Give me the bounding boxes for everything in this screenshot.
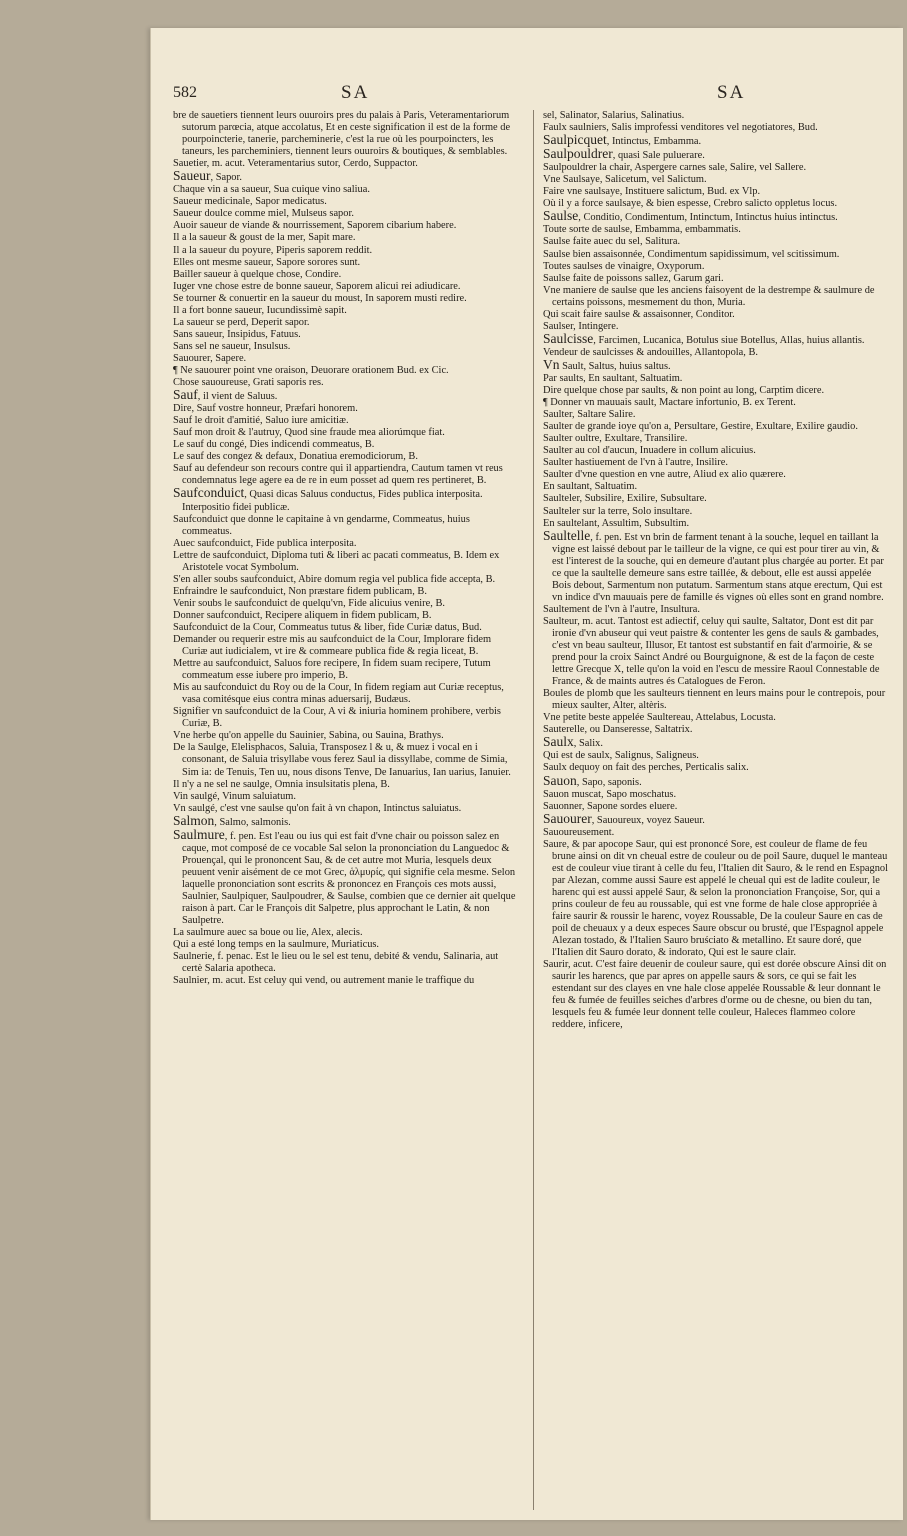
dictionary-entry: Saulnerie, f. penac. Est le lieu ou le sel est tenu, debité & vendu, Salinaria, aut certè Salaria apotheca.	[173, 951, 499, 975]
dictionary-entry: ¶ Ne sauourer point vne oraison, Deuorare orationem Bud. ex Cic.	[173, 364, 449, 376]
dictionary-entry: Il a la saueur du poyure, Piperis saporem reddit.	[173, 244, 373, 256]
dictionary-entry: Le sauf du congé, Dies indicendi commeatus, B.	[173, 439, 375, 451]
dictionary-entry: Mis au saufconduict du Roy ou de la Cour, In fidem regiam aut Curiæ receptus, vasa comitésque eius contra minas aduersarij, Budæus.	[173, 682, 504, 706]
dictionary-entry: Il a fort bonne saueur, Iucundissimè sapit.	[173, 304, 347, 316]
headword: Salmon	[173, 812, 215, 828]
dictionary-entry: ¶ Donner vn mauuais sault, Mactare infortunio, B. ex Terent.	[543, 397, 796, 409]
dictionary-entry: Saulser, Intingere.	[543, 320, 619, 332]
dictionary-entry: Le sauf des congez & defaux, Donatiua eremodiciorum, B.	[173, 451, 418, 463]
dictionary-entry: Saure, & par apocope Saur, qui est prononcé Sore, est couleur de flame de feu brune ainsi on dit vn cheual estre de couleur ou de poil Saure, duquel le manteau est de couleur viue tirant à celle du feu, l'Italien dit Sauro, & le rend en Espagnol par Alezan, comme aussi Saure est appelé le cheual qui est de ladite couleur, le harenc qui est aussi appelé Saur, & selon la prononciation Françoise, Sor, qui a prins couleur de feu au roussable, qui est vne forme de hale close appropriée à faire saurir & roussir le harenc, voyez Roussable, De la couleur Saure en cas de poil de cheuaux y a deux especes Saure obscur ou brusté, que l'Espagnol appele Alezan tostado, & l'Italien Sauro bruściato & metallino. Et saure doré, que l'Italien dit Sauro dorato, & indorato, Qui est le saure clair.	[543, 838, 888, 959]
dictionary-entry: Vne herbe qu'on appelle du Sauinier, Sabina, ou Sauina, Brathys.	[173, 730, 444, 742]
dictionary-entry: Chaque vin a sa saueur, Sua cuique vino saliua.	[173, 184, 370, 196]
dictionary-entry: Saulter, Saltare Salire.	[543, 409, 636, 421]
dictionary-entry: Saulcisse, Farcimen, Lucanica, Botulus siue Botellus, Allas, huius allantis.	[543, 330, 865, 346]
dictionary-entry: Sauf au defendeur son recours contre qui il appartiendra, Cautum tamen vt reus condemnatus lege agere ea de re in eum posset ad quem res pertineret, B.	[173, 463, 503, 487]
dictionary-entry: Saulse faite auec du sel, Salitura.	[543, 236, 681, 248]
dictionary-entry: Saulse bien assaisonnée, Condimentum sapidissimum, vel scitissimum.	[543, 248, 840, 260]
dictionary-entry: Faulx saulniers, Salis improfessi venditores vel negotiatores, Bud.	[543, 122, 818, 134]
dictionary-entry: bre de sauetiers tiennent leurs ouuroirs pres du palais à Paris, Veteramentariorum sutorum parœcia, atque accolatus, Et en ceste signification il est de la forme de pourpoincterie, tanerie, parcheminerie, c'est la rue où les pourpoincters, les taneurs, les parcheminiers, tiennent leurs ouuroirs & boutiques, & semblables.	[173, 110, 511, 158]
dictionary-entry: Où il y a force saulsaye, & bien espesse, Crebro salicto oppletus locus.	[543, 198, 838, 210]
dictionary-entry: sel, Salinator, Salarius, Salinatius.	[543, 110, 685, 121]
dictionary-entry: Sauetier, m. acut. Veteramentarius sutor, Cerdo, Suppactor.	[173, 158, 418, 170]
right-column	[543, 110, 889, 1510]
headword: Saulpouldrer	[543, 146, 613, 162]
dictionary-entry: S'en aller soubs saufconduict, Abire domum regia vel publica fide accepta, B.	[173, 573, 496, 585]
headword: Sauon	[543, 772, 577, 788]
dictionary-entry: Il a la saueur & goust de la mer, Sapit mare.	[173, 232, 356, 244]
dictionary-entry: Bailler saueur à quelque chose, Condire.	[173, 268, 342, 280]
dictionary-entry: Sauf, il vient de Saluus.	[173, 387, 278, 403]
dictionary-entry: Saueur, Sapor.	[173, 168, 242, 184]
dictionary-entry: Sans sel ne saueur, Insulsus.	[173, 340, 291, 352]
headword: Saultelle	[543, 527, 591, 543]
dictionary-entry: Il n'y a ne sel ne saulge, Omnia insulsitatis plena, B.	[173, 778, 390, 790]
page-number: 582	[173, 84, 197, 101]
dictionary-entry: Se tourner & conuertir en la saueur du moust, In saporem musti redire.	[173, 292, 467, 304]
dictionary-entry: Toutes saulses de vinaigre, Oxyporum.	[543, 260, 705, 272]
headword: Saulpicquet	[543, 132, 607, 148]
headword: Saulmure	[173, 826, 225, 842]
page-header	[151, 84, 903, 106]
dictionary-entry: Lettre de saufconduict, Diploma tuti & liberi ac pacati commeatus, B. Idem ex Aristotele vocat Symbolum.	[173, 549, 500, 573]
dictionary-entry: Sauon, Sapo, saponis.	[543, 772, 642, 788]
column-divider	[533, 110, 534, 1510]
dictionary-entry: Elles ont mesme saueur, Sapore sorores sunt.	[173, 256, 361, 268]
dictionary-entry: Saulse faite de poissons sallez, Garum gari.	[543, 272, 724, 284]
dictionary-entry: La saueur se perd, Deperit sapor.	[173, 316, 310, 328]
dictionary-entry: Demander ou requerir estre mis au saufconduict de la Cour, Implorare fidem Curiæ aut iudicialem, vt ire & commeare publica fide & regia liceat, B.	[173, 634, 492, 658]
dictionary-entry: Saueur medicinale, Sapor medicatus.	[173, 196, 327, 208]
dictionary-entry: Saueur doulce comme miel, Mulseus sapor.	[173, 208, 354, 220]
dictionary-entry: Sauourer, Sauoureux, voyez Saueur.	[543, 810, 705, 826]
dictionary-entry: Vne maniere de saulse que les anciens faisoyent de la destrempe & saulmure de certains poissons, mesmement du thon, Muria.	[543, 284, 875, 308]
dictionary-entry: Sauf le droit d'amitié, Saluo iure amicitiæ.	[173, 415, 349, 427]
dictionary-entry: Saurir, acut. C'est faire deuenir de couleur saure, qui est dorée obscure Ainsi dit on saurir les harencs, que par apres on appelle saurs & sors, ce qui se fait les estendant sur des clayes en vne hale close appelée Roussable & leur donnant le feu & fumée de feuilles seiches d'arbres d'orme ou de chesne, ou bien du tan, lesquels feu & fumée leur donnent telle couleur, Haleces flammeo colore reddere, inficere,	[543, 959, 887, 1031]
headword: Vn	[543, 356, 560, 372]
dictionary-entry: Saulpicquet, Intinctus, Embamma.	[543, 132, 702, 148]
dictionary-entry: Saufconduict de la Cour, Commeatus tutus & liber, fide Curiæ datus, Bud.	[173, 621, 482, 633]
dictionary-entry: Toute sorte de saulse, Embamma, embammatis.	[543, 224, 741, 236]
dictionary-entry: Boules de plomb que les saulteurs tiennent en leurs mains pour le contrepois, pour mieux saulter, Alter, altèris.	[543, 688, 886, 712]
headword: Sauourer	[543, 810, 592, 826]
dictionary-entry: Vendeur de saulcisses & andouilles, Allantopola, B.	[543, 346, 758, 358]
book-page	[150, 28, 903, 1520]
left-column	[173, 110, 519, 1510]
dictionary-entry: Faire vne saulsaye, Instituere salictum, Bud. ex Vlp.	[543, 186, 761, 198]
dictionary-entry: Par saults, En saultant, Saltuatim.	[543, 372, 683, 384]
dictionary-entry: De la Saulge, Elelisphacos, Saluia, Transposez l & u, & muez i vocal en i consonant, de Saluia trisyllabe vous ferez Saul ia dissyllabe, comme de Simia, Sim ia: de Tenuis, Ten uu, nous disons Tenve, De Ianuarius, Ian uarius, Ianuier.	[173, 742, 511, 778]
dictionary-entry: Dire, Sauf vostre honneur, Præfari honorem.	[173, 403, 358, 415]
dictionary-entry: Venir soubs le saufconduict de quelqu'vn, Fide alicuius venire, B.	[173, 597, 445, 609]
dictionary-entry: Sauf mon droit & l'autruy, Quod sine fraude mea aliorúmque fiat.	[173, 427, 445, 439]
dictionary-entry: Dire quelque chose par saults, & non point au long, Carptim dicere.	[543, 385, 825, 397]
dictionary-entry: Qui est de saulx, Salignus, Saligneus.	[543, 750, 699, 762]
dictionary-entry: La saulmure auec sa boue ou lie, Alex, alecis.	[173, 927, 363, 939]
dictionary-entry: Saultelle, f. pen. Est vn brin de farment tenant à la souche, lequel en taillant la vigne est laissé debout par le tailleur de la vigne, ce qui est pour tirer au vin, & est l'interest de la souche, qui en demeure d'autant plus chargée au porter. Et par ce que la saultelle demeure sans estre taillée, & debout, elle est aussi appelée Bois debout, Sarmentum non putatum. Sarmentum stans atque erectum, Qui est vn indice d'vn mauuais pere de famille és vignes où elles sont en grand nombre.	[543, 527, 884, 603]
dictionary-entry: Saulx, Salix.	[543, 734, 603, 750]
dictionary-entry: Saulse, Conditio, Condimentum, Intinctum, Intinctus huius intinctus.	[543, 208, 838, 224]
dictionary-entry: Saufconduict, Quasi dicas Saluus conductus, Fides publica interposita. Interpositio fidei publicæ.	[173, 485, 483, 513]
headword: Saulcisse	[543, 330, 594, 346]
dictionary-entry: Saufconduict que donne le capitaine à vn gendarme, Commeatus, huius commeatus.	[173, 513, 470, 537]
dictionary-entry: Saulx dequoy on fait des perches, Perticalis salix.	[543, 762, 749, 774]
dictionary-entry: Saulter au col d'aucun, Inuadere in collum alicuius.	[543, 445, 756, 457]
headword: Saufconduict	[173, 485, 245, 501]
dictionary-entry: Sauon muscat, Sapo moschatus.	[543, 788, 677, 800]
dictionary-entry: Saulteler, Subsilire, Exilire, Subsultare.	[543, 493, 707, 505]
dictionary-entry: Vn saulgé, c'est vne saulse qu'on fait à vn chapon, Intinctus saluiatus.	[173, 802, 462, 814]
dictionary-entry: Sauonner, Sapone sordes eluere.	[543, 800, 678, 812]
headword: Sauf	[173, 387, 198, 403]
dictionary-entry: Saulteler sur la terre, Solo insultare.	[543, 505, 693, 517]
dictionary-entry: Sauoureusement.	[543, 826, 615, 838]
dictionary-entry: Saulter oultre, Exultare, Transilire.	[543, 433, 688, 445]
dictionary-entry: Saulpouldrer, quasi Sale puluerare.	[543, 146, 705, 162]
dictionary-entry: Vn Sault, Saltus, huius saltus.	[543, 356, 671, 372]
dictionary-entry: Sauourer, Sapere.	[173, 352, 247, 364]
dictionary-entry: Sans saueur, Insipidus, Fatuus.	[173, 328, 301, 340]
headword: Saulx	[543, 734, 574, 750]
dictionary-entry: Saulter hastiuement de l'vn à l'autre, Insilire.	[543, 457, 728, 469]
dictionary-entry: Auoir saueur de viande & nourrissement, Saporem cibarium habere.	[173, 220, 457, 232]
dictionary-entry: En saultelant, Assultim, Subsultim.	[543, 517, 690, 529]
dictionary-entry: Chose sauoureuse, Grati saporis res.	[173, 377, 324, 389]
dictionary-entry: Sauterelle, ou Danseresse, Saltatrix.	[543, 724, 693, 736]
headword: Saueur	[173, 168, 211, 184]
dictionary-entry: Vne petite beste appelée Saulterеau, Attelabus, Locusta.	[543, 712, 776, 724]
dictionary-entry: Saultement de l'vn à l'autre, Insultura.	[543, 603, 700, 615]
dictionary-entry: Salmon, Salmo, salmonis.	[173, 812, 291, 828]
left-running-head: SA	[341, 82, 370, 103]
dictionary-entry: Donner saufconduict, Recipere aliquem in fidem publicam, B.	[173, 609, 432, 621]
dictionary-entry: Iuger vne chose estre de bonne saueur, Saporem alicui rei adiudicare.	[173, 280, 461, 292]
dictionary-entry: Saulteur, m. acut. Tantost est adiectif, celuy qui saulte, Saltator, Dont est dit par ironie d'vn abuseur qui veut paistre & contenter les gens de sauls & gambades, c'est vn beau saulteur, Illusor, Et tantost est substantif en fait d'armoirie, & se prend pour la croix Sainct André ou Bourguignone, & est de la façon de ceste lettre Grecque X, telle qu'on la void en l'escu de messire Raoul Connestable de France, & de maints autres és Catalogues de Feron.	[543, 615, 880, 688]
dictionary-entry: Mettre au saufconduict, Saluos fore recipere, In fidem suam recipere, Tutum commeatum esse iubere pro imperio, B.	[173, 658, 491, 682]
dictionary-entry: Saulnier, m. acut. Est celuy qui vend, ou autrement manie le traffique du	[173, 975, 475, 987]
right-running-head: SA	[717, 82, 746, 103]
dictionary-entry: En saultant, Saltuatim.	[543, 481, 638, 493]
dictionary-entry: Signifier vn saufconduict de la Cour, A vi & iniuria hominem prohibere, verbis Curiæ, B.	[173, 706, 501, 730]
dictionary-entry: Saulter d'vne question en vne autre, Aliud ex alio quærere.	[543, 469, 786, 481]
dictionary-entry: Saulter de grande ioye qu'on a, Persultare, Gestire, Exultare, Exilire gaudio.	[543, 421, 858, 433]
dictionary-entry: Saulmure, f. pen. Est l'eau ou ius qui est fait d'vne chair ou poisson salez en caque, mot composé de ce vocable Sal selon la prononciation du Languedoc & Prouençal, qui le prononcent Sau, & de cet autre mot Muria, lesquels deux peuuent venir aisément de ce mot Grec, ἁλμυρίς, qui signifie cela mesme. Selon laquelle prononciation sont escrits & prononcez en François ces mots aussi, Saulnier, Saulpiquer, Saulpoudrer, & Saulse, combien que ce dernier ait quelque raison à part. Car le François dit Salpetre, plus approchant le Latin, & non Saulpetre.	[173, 826, 516, 927]
dictionary-entry: Saulpouldrer la chair, Aspergere carnes sale, Salire, vel Sallere.	[543, 162, 807, 174]
dictionary-entry: Qui scait faire saulse & assaisonner, Conditor.	[543, 308, 735, 320]
dictionary-entry: Auec saufconduict, Fide publica interposita.	[173, 537, 357, 549]
dictionary-entry: Vin saulgé, Vinum saluiatum.	[173, 790, 296, 802]
headword: Saulse	[543, 208, 579, 224]
dictionary-entry: Qui a esté long temps en la saulmure, Muriaticus.	[173, 939, 380, 951]
dictionary-entry: Vne Saulsaye, Salicetum, vel Salictum.	[543, 174, 707, 186]
dictionary-entry: Enfraindre le saufconduict, Non præstare fidem publicam, B.	[173, 585, 427, 597]
